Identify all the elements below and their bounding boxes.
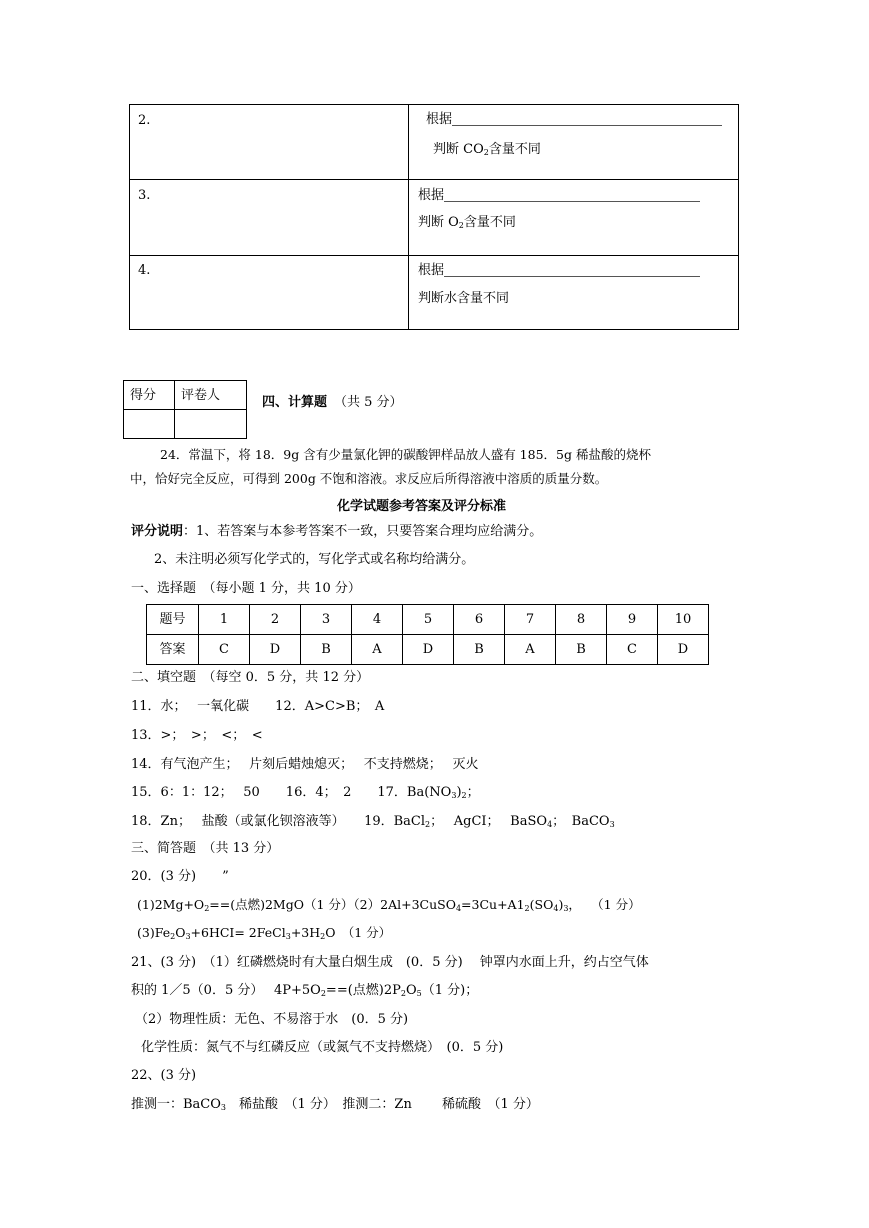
score-field[interactable] [124, 410, 175, 439]
answer-line-22a: 推测一：BaCO$_3$ 稀盐酸 （1 分） 推测二：Zn 稀硫酸 （1 分） [131, 1097, 539, 1112]
judgement-text: 判断水含量不同 [418, 291, 510, 306]
answer-line-15: 15．6：1：12； 50 16．4； 2 17．$Ba(NO_3)_2$； [131, 785, 480, 800]
answer-line-13: 13．>； >； <； < [131, 728, 263, 743]
answer-line-11: 11．水； 一氧化碳 12．A>C>B； A [131, 699, 385, 714]
question-number: 2 [250, 605, 301, 635]
basis-label: 根据 [418, 188, 445, 203]
basis-prefix [418, 264, 700, 277]
answer-line-21b: 积的 1／5（0．5 分） $4P+5O_2==$(点燃)$2P_2O_5(1$ 分)； [131, 983, 479, 998]
blank-line[interactable] [444, 264, 700, 277]
blank-line[interactable] [452, 113, 722, 126]
answer-cell: C [607, 635, 658, 665]
blank-line[interactable] [444, 189, 700, 202]
grader-field[interactable] [175, 410, 247, 439]
answer-line-20-eq2: $(3)Fe_2O_3+6HCI=$ $2FeCl_3+3H_2O$ （1 分） [137, 925, 392, 941]
question-number: 3 [301, 605, 352, 635]
answer-line-21d: 化学性质：氮气不与红磷反应（或氮气不支持燃烧） (0．5 分) [141, 1040, 504, 1055]
answer-line-20: 20．(3 分) ” [131, 869, 229, 884]
question-24-line1: 24．常温下，将 18．9g 含有少量氯化钾的碳酸钾样品放人盛有 185．5g 稀盐酸的烧杯 [160, 447, 651, 462]
score-box [123, 380, 247, 439]
answer-line-14: 14．有气泡产生； 片刻后蜡烛熄灭； 不支持燃烧； 灭火 [131, 757, 479, 772]
question-number: 9 [607, 605, 658, 635]
answer-cell: A [352, 635, 403, 665]
answer-line-18: 18．Zn； 盐酸（或氯化钡溶液等） 19．BaCl$_2$； AgCI； BaSO$_4$； BaCO$_3$ [131, 814, 615, 829]
basis-label: 根据 [418, 263, 445, 278]
answer-cell: B [301, 635, 352, 665]
answer-cell: B [556, 635, 607, 665]
answer-cell: D [403, 635, 454, 665]
answer-cell: C [199, 635, 250, 665]
section-4-points: （共 5 分） [334, 395, 403, 410]
scoring-note-line2: 2、未注明必须写化学式的，写化学式或名称均给满分。 [154, 552, 475, 567]
question-24-line2: 中，恰好完全反应，可得到 200g 不饱和溶液。求反应后所得溶液中溶质的质量分数。 [130, 471, 608, 486]
answer-cell: B [454, 635, 505, 665]
answer-key-title: 化学试题参考答案及评分标准 [337, 499, 507, 514]
basis-prefix [418, 189, 700, 202]
scoring-note-line1: 评分说明：1、若答案与本参考答案不一致，只要答案合理均应给满分。 [131, 524, 543, 539]
basis-prefix [426, 113, 722, 126]
question-number: 6 [454, 605, 505, 635]
score-label: 得分 [124, 381, 175, 410]
table-row [147, 635, 709, 665]
answer-table [146, 604, 709, 665]
question-number: 5 [403, 605, 454, 635]
table-row-num: 3. [138, 188, 151, 203]
answer-cell: A [505, 635, 556, 665]
question-number: 1 [199, 605, 250, 635]
judgement-text: 判断 $CO_2$含量不同 [433, 142, 541, 157]
answer-cell: D [250, 635, 301, 665]
answer-line-21: 21、(3 分) （1）红磷燃烧时有大量白烟生成 (0．5 分) 钟罩内水面上升，约占空气体 [131, 955, 649, 970]
table-row-num: 4. [138, 263, 151, 278]
answer-line-20-eq1: $(1)2Mg+O_2==$(点燃)2MgO（1 分）$(2)2Al+3CuSO_4=3Cu+A1_2(SO_4)_3$， （1 分） [137, 897, 641, 913]
table-row [147, 605, 709, 635]
part-1-heading: 一、选择题 （每小题 1 分，共 10 分） [131, 581, 361, 596]
question-number: 7 [505, 605, 556, 635]
table-divider-row1 [129, 179, 739, 180]
judgement-text: 判断 $O_2$含量不同 [418, 215, 516, 230]
section-4-title: 四、计算题 [262, 395, 328, 410]
row-label-number: 题号 [147, 605, 199, 635]
row-label-answer: 答案 [147, 635, 199, 665]
part-3-heading: 三、简答题 （共 13 分） [131, 841, 280, 856]
basis-label: 根据 [426, 112, 453, 127]
table-divider-vertical [408, 104, 409, 330]
question-number: 8 [556, 605, 607, 635]
question-number: 10 [658, 605, 709, 635]
part-2-heading: 二、填空题 （每空 0．5 分，共 12 分） [131, 670, 370, 685]
table-row-num: 2. [138, 113, 151, 128]
question-number: 4 [352, 605, 403, 635]
answer-line-22: 22、(3 分) [131, 1068, 197, 1083]
answer-line-21c: （2）物理性质：无色、不易溶于水 (0．5 分) [135, 1012, 409, 1027]
scoring-note-label: 评分说明 [131, 524, 184, 539]
table-divider-row2 [129, 255, 739, 256]
grader-label: 评卷人 [175, 381, 247, 410]
answer-cell: D [658, 635, 709, 665]
